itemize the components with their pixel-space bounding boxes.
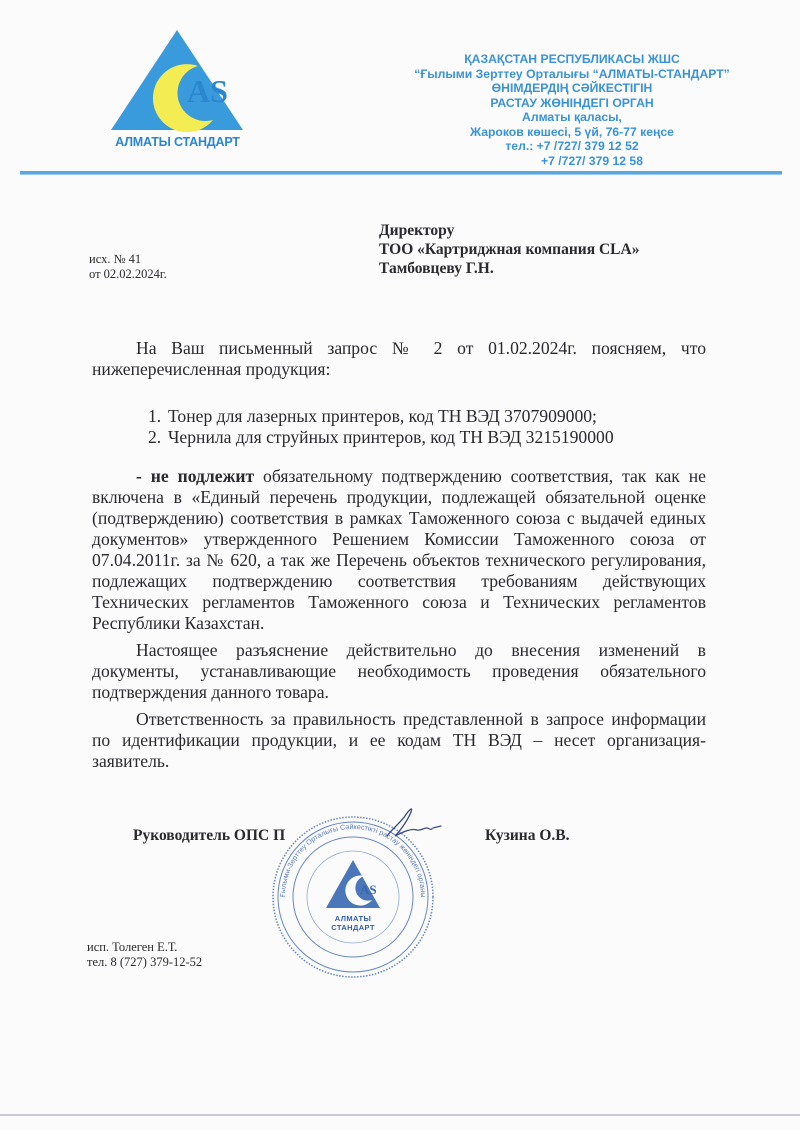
product-item	[148, 406, 706, 427]
org-line-body-2: РАСТАУ ЖӨНІНДЕГІ ОРГАН	[490, 95, 654, 110]
outgoing-number: исх. № 41	[89, 252, 142, 266]
signatory-role: Руководитель ОПС П	[133, 827, 286, 844]
org-line-city: Алматы қаласы,	[522, 110, 622, 124]
executor-phone: тел. 8 (727) 379-12-52	[87, 955, 203, 969]
stamp-monogram: AS	[360, 882, 377, 897]
logo-caption: АЛМАТЫ СТАНДАРТ	[115, 135, 240, 149]
org-line-legal-form: ҚАЗАҚСТАН РЕСПУБЛИКАСЫ ЖШС	[464, 52, 680, 66]
header-divider	[20, 171, 782, 175]
logo-emblem-icon	[105, 26, 250, 136]
verdict-paragraph	[92, 466, 706, 634]
executor-info	[87, 940, 202, 970]
executor-name: исп. Толеген Е.Т.	[87, 940, 178, 954]
organization-details	[388, 52, 756, 168]
addressee-position: Директору	[379, 222, 455, 239]
product-item	[148, 427, 706, 448]
stamp-caption	[320, 914, 386, 932]
letter-body	[92, 338, 706, 772]
outgoing-date: от 02.02.2024г.	[89, 267, 167, 281]
product-number: 1 .	[148, 406, 168, 427]
addressee-company: ТОО «Картриджная компания CLA»	[379, 241, 640, 258]
logo-monogram: AS	[187, 73, 228, 109]
org-line-name: “Ғылыми Зерттеу Орталығы “АЛМАТЫ-СТАНДАРТ”	[414, 66, 730, 81]
signatory-name: Кузина О.В.	[485, 827, 570, 844]
stamp-caption-line: АЛМАТЫ	[334, 914, 372, 923]
product-list	[148, 406, 706, 448]
verdict-emphasis: - не подлежит	[136, 466, 255, 486]
handwritten-signature	[383, 802, 443, 844]
org-line-body-1: ӨНІМДЕРДІҢ СӘЙКЕСТІГІН	[491, 81, 653, 95]
org-line-phone-2: +7 /727/ 379 12 58	[541, 153, 643, 168]
org-line-phone-1: тел.: +7 /727/ 379 12 52	[505, 139, 639, 153]
product-text: Тонер для лазерных принтеров, код ТН ВЭД 3707909000;	[168, 406, 597, 426]
addressee-block	[379, 221, 639, 278]
outgoing-reference	[89, 252, 167, 282]
stamp-caption-line: СТАНДАРТ	[331, 923, 375, 932]
product-number: 2 .	[148, 427, 168, 448]
responsibility-paragraph: Ответственность за правильность представленной в запросе информации по идентификации продукции, и ее кодам ТН ВЭД – несет организация-заявитель.	[92, 709, 706, 771]
verdict-text: обязательному подтверждению соответствия, так как не включена в «Единый перечень продукции, подлежащей обязательной оценке (подтверждению) соответствия в рамках Таможенного союза с выдачей единых документов» утвержденного Решением Комиссии Таможенного союза от 07.04.2011г. за № 620, а так же Перечень объектов технического регулирования, подлежащих подтверждению соответствия требованиям действующих Технических регламентов Таможенного союза и Технических регламентов Республики Казахстан.	[92, 466, 706, 633]
page-bottom-edge	[0, 1114, 800, 1116]
product-text: Чернила для струйных принтеров, код ТН ВЭД 3215190000	[168, 427, 614, 447]
company-logo	[105, 26, 250, 156]
stamp-ring-text: Ғылыми-Зерттеу Орталығы Сәйкестікті растау жөніндегі органы	[277, 821, 429, 898]
org-line-address: Жароков көшесі, 5 үй, 76-77 кеңсе	[470, 124, 674, 139]
intro-paragraph: На Ваш письменный запрос № 2 от 01.02.2024г. поясняем, что нижеперечисленная продукция:	[92, 338, 706, 379]
validity-paragraph: Настоящее разъяснение действительно до внесения изменений в документы, устанавливающие необходимость проведения обязательного подтверждения данного товара.	[92, 640, 706, 702]
addressee-person: Тамбовцеву Г.Н.	[379, 260, 494, 277]
